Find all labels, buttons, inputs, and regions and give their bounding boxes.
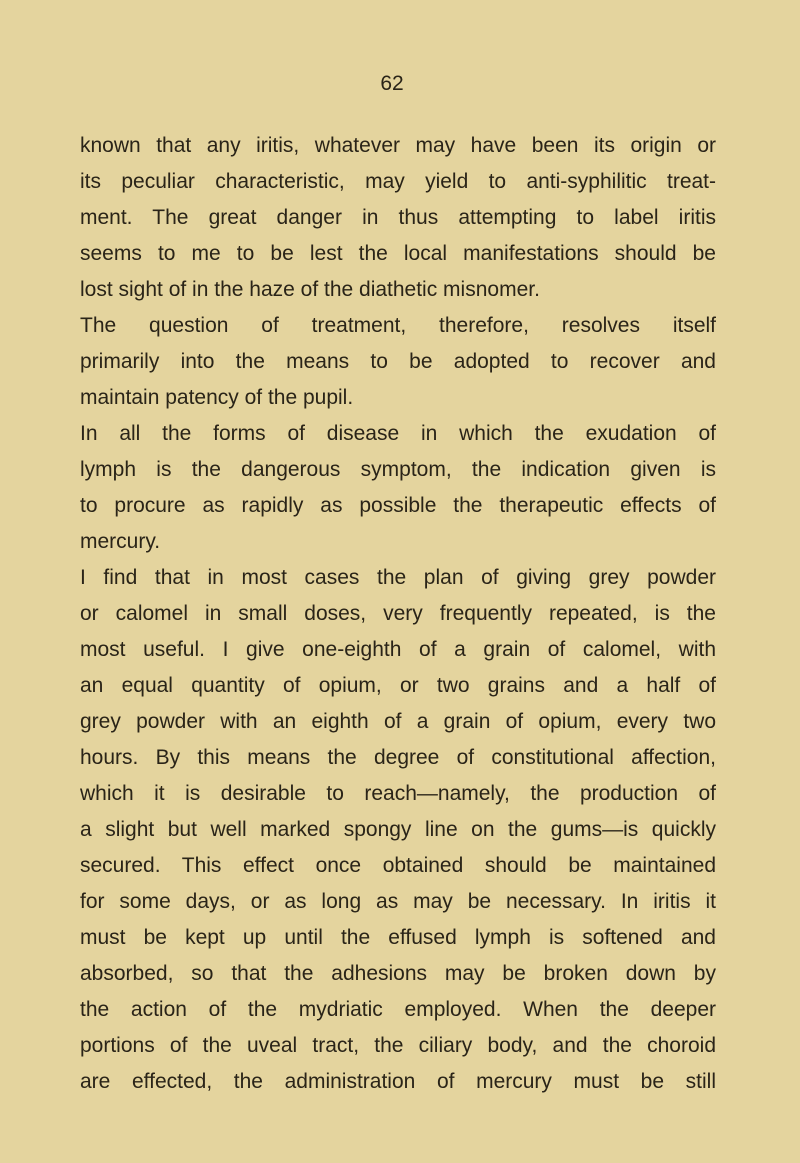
text-line: lymph is the dangerous symptom, the indication given is [80,458,716,481]
text-line: most useful. I give one-eighth of a grain of calomel, with [80,638,716,661]
text-line: lost sight of in the haze of the diathetic misnomer. [80,278,540,301]
text-line: ment. The great danger in thus attempting to label iritis [80,206,716,229]
text-line: hours. By this means the degree of constitutional affection, [80,746,716,769]
text-line: to procure as rapidly as possible the therapeutic effects of [80,494,716,517]
page-number: 62 [380,72,404,95]
text-line: a slight but well marked spongy line on the gums—is quickly [80,818,716,841]
text-line: seems to me to be lest the local manifestations should be [80,242,716,265]
text-line: In all the forms of disease in which the exudation of [80,422,716,445]
text-line: The question of treatment, therefore, resolves itself [80,314,716,337]
text-line: I find that in most cases the plan of giving grey powder [80,566,716,589]
paragraph [80,128,716,308]
text-line: mercury. [80,530,161,553]
text-line: absorbed, so that the adhesions may be broken down by [80,962,716,985]
text-line: maintain patency of the pupil. [80,386,354,409]
body-text [80,128,716,1100]
text-line: which it is desirable to reach—namely, the production of [80,782,716,805]
text-line: its peculiar characteristic, may yield to anti-syphilitic treat- [80,170,716,193]
text-line: known that any iritis, whatever may have been its origin or [80,134,716,157]
text-line: for some days, or as long as may be necessary. In iritis it [80,890,716,913]
text-line: an equal quantity of opium, or two grains and a half of [80,674,716,697]
paragraph [80,560,716,1100]
paragraph [80,416,716,560]
text-line: portions of the uveal tract, the ciliary body, and the choroid [80,1034,716,1057]
text-line: secured. This effect once obtained should be maintained [80,854,716,877]
text-line: grey powder with an eighth of a grain of opium, every two [80,710,716,733]
paragraph [80,308,716,416]
text-line: must be kept up until the effused lymph is softened and [80,926,716,949]
text-line: or calomel in small doses, very frequently repeated, is the [80,602,716,625]
text-line: primarily into the means to be adopted to recover and [80,350,716,373]
text-line: the action of the mydriatic employed. When the deeper [80,998,716,1021]
text-line: are effected, the administration of mercury must be still [80,1070,716,1093]
